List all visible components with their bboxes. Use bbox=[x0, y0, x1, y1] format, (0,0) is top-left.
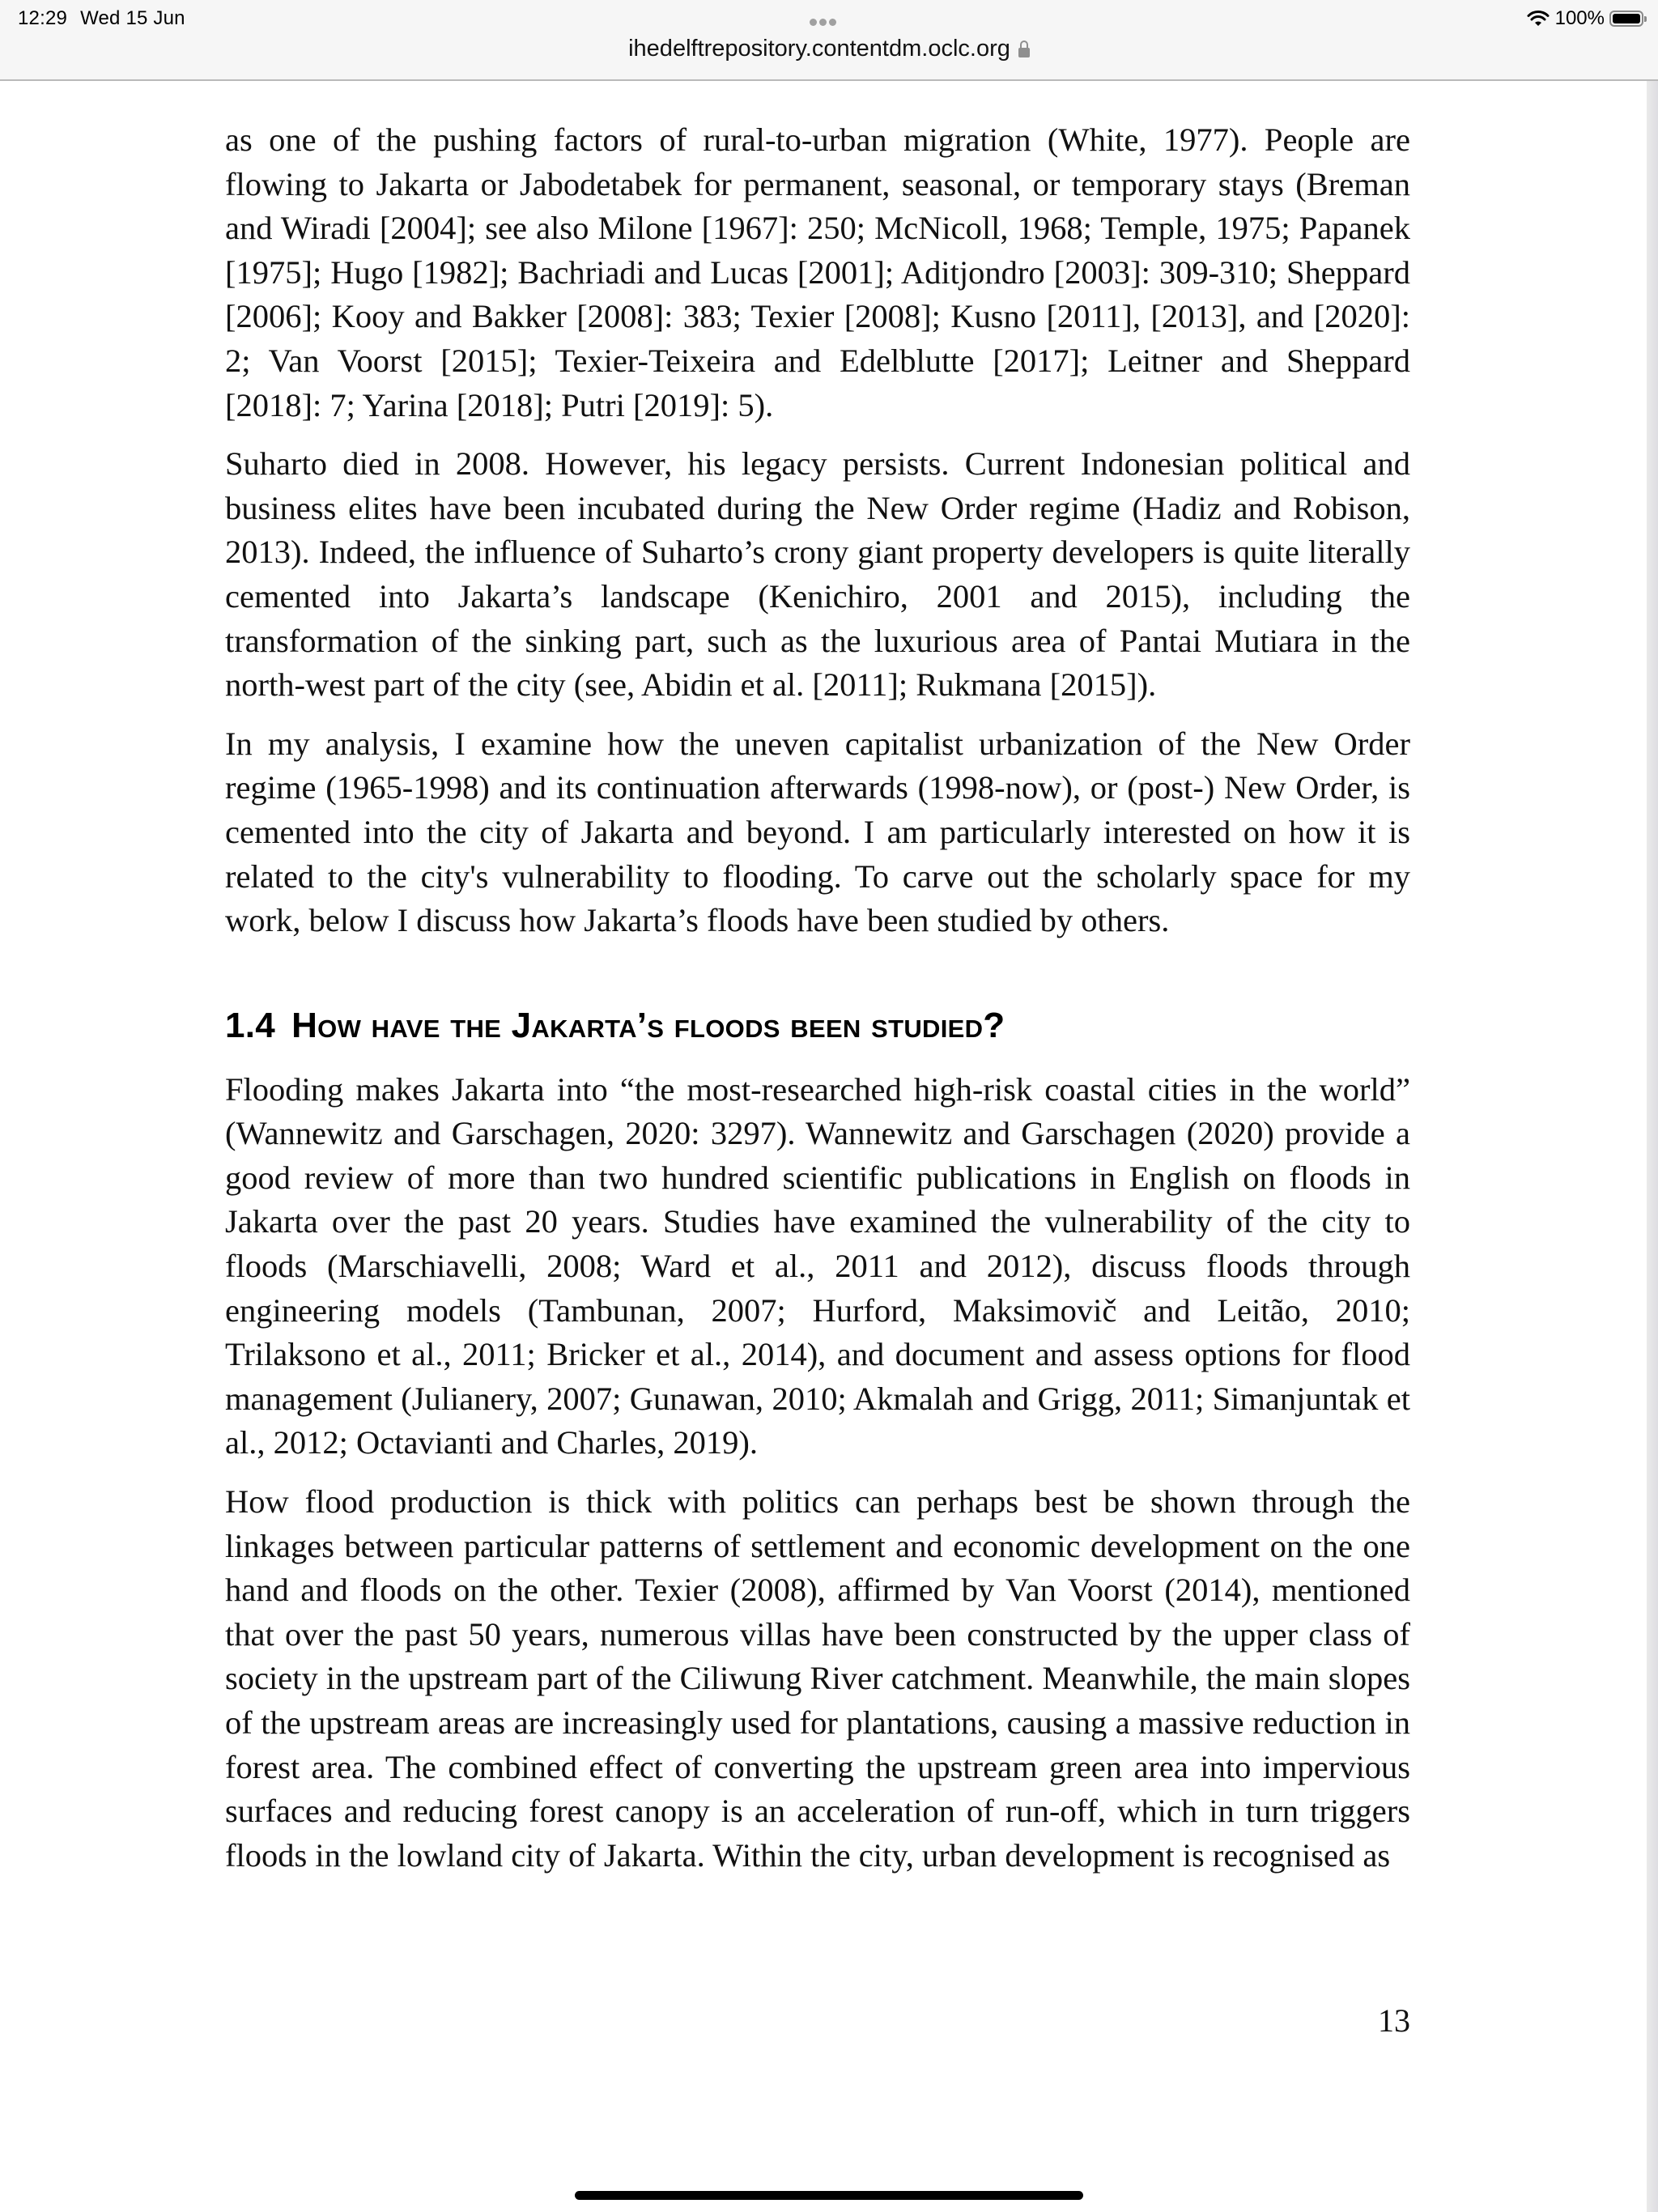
url-text[interactable]: ihedelftrepository.contentdm.oclc.org bbox=[628, 36, 1010, 62]
document-page bbox=[225, 118, 1410, 1892]
more-dots-icon[interactable] bbox=[810, 10, 839, 31]
section-title: How have the Jakarta’s floods been studied? bbox=[291, 1005, 1005, 1045]
paragraph-3: In my analysis, I examine how the uneven capitalist urbanization of the New Order regime (1965-1998) and its continuation afterwards (1998-now), or (post-) New Order, is cemented into the city of Jakarta and beyond. I am particularly interested on how it is related to the city's vulnerability to flooding. To carve out the scholarly space for my work, below I discuss how Jakarta’s floods have been studied by others. bbox=[225, 725, 1410, 939]
address-bar[interactable] bbox=[0, 36, 1658, 62]
paragraph-4: Flooding makes Jakarta into “the most-researched high-risk coastal cities in the world” (Wannewitz and Garschagen, 2020: 3297). Wannewitz and Garschagen (2020) provide a good review of more than two hundred scientific publications in English on floods in Jakarta over the past 20 years. Studies have examined the vulnerability of the city to floods (Marschiavelli, 2008; Ward et al., 2011 and 2012), discuss floods through engineering models (Tambunan, 2007; Hurford, Maksimovič and Leitão, 2010; Trilaksono et al., 2011; Bricker et al., 2014), and document and assess options for flood management (Julianery, 2007; Gunawan, 2010; Akmalah and Grigg, 2011; Simanjuntak et al., 2012; Octavianti and Charles, 2019). bbox=[225, 1070, 1410, 1461]
battery-icon bbox=[1609, 11, 1643, 27]
status-time: 12:29 bbox=[18, 7, 68, 29]
paragraph-2: Suharto died in 2008. However, his legacy persists. Current Indonesian political and business elites have been incubated during the New Order regime (Hadiz and Robison, 2013). Indeed, the influence of Suharto’s crony giant property developers is quite literally cemented into Jakarta’s landscape (Kenichiro, 2001 and 2015), including the transformation of the sinking part, such as the luxurious area of Pantai Mutiara in the north-west part of the city (see, Abidin et al. [2011]; Rukmana [2015]). bbox=[225, 445, 1410, 704]
status-indicators bbox=[1526, 7, 1643, 30]
wifi-icon bbox=[1526, 10, 1550, 28]
section-heading bbox=[225, 1002, 1410, 1050]
paragraph-5: How flood production is thick with politics can perhaps best be shown through the linkages between particular patterns of settlement and economic development on the one hand and floods on the other. Texier (2008), affirmed by Van Voorst (2014), mentioned that over the past 50 years, numerous villas have been constructed by the upper class of society in the upstream part of the Ciliwung River catchment. Meanwhile, the main slopes of the upstream areas are increasingly used for plantations, causing a massive reduction in forest area. The combined effect of converting the upstream green area into impervious surfaces and reducing forest canopy is an acceleration of run-off, which in turn triggers floods in the lowland city of Jakarta. Within the city, urban development is recognised as bbox=[225, 1483, 1410, 1874]
lock-icon bbox=[1018, 48, 1030, 57]
battery-percent: 100% bbox=[1554, 7, 1605, 29]
home-indicator[interactable] bbox=[575, 2191, 1083, 2200]
status-bar bbox=[0, 0, 1658, 81]
page-number: 13 bbox=[1378, 2002, 1410, 2039]
status-date: Wed 15 Jun bbox=[80, 7, 185, 29]
scrollbar-track[interactable] bbox=[1647, 81, 1658, 2212]
status-time-date bbox=[18, 7, 185, 30]
paragraph-1: as one of the pushing factors of rural-to-urban migration (White, 1977). People are flowing to Jakarta or Jabodetabek for permanent, seasonal, or temporary stays (Breman and Wiradi [2004]; see also Milone [1967]: 250; McNicoll, 1968; Temple, 1975; Papanek [1975]; Hugo [1982]; Bachriadi and Lucas [2001]; Aditjondro [2003]: 309-310; Sheppard [2006]; Kooy and Bakker [2008]: 383; Texier [2008]; Kusno [2011], [2013], and [2020]: 2; Van Voorst [2015]; Texier-Teixeira and Edelblutte [2017]; Leitner and Sheppard [2018]: 7; Yarina [2018]; Putri [2019]: 5). bbox=[225, 121, 1410, 423]
section-number: 1.4 bbox=[225, 1005, 276, 1045]
